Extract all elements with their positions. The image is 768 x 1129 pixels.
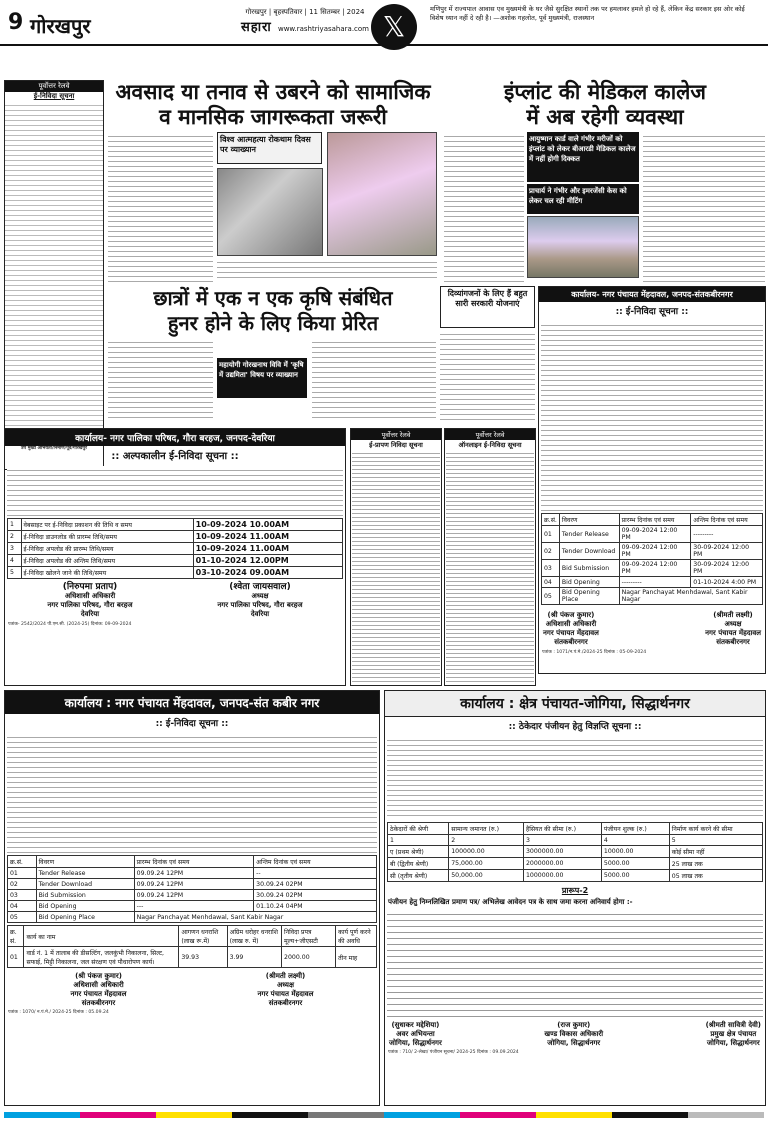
signer-role: खण्ड विकास अधिकारी [544, 1030, 604, 1038]
table-cell: 50,000.00 [449, 870, 524, 882]
gaura-title: कार्यालय- नगर पालिका परिषद, गौरा बरहज, जनपद-देवरिया [5, 429, 345, 446]
table-cell: --------- [691, 526, 763, 543]
signer-org: नगर पंचायत मेंहदावल [70, 990, 127, 998]
story2-body-2 [643, 132, 765, 282]
table-cell: 30.09.24 02PM [254, 890, 377, 901]
table-cell: 10-09-2024 10.00AM [193, 519, 342, 531]
table-cell: 01 [8, 947, 24, 968]
table-cell: Bid Submission [559, 560, 619, 577]
story1-sidebar: विश्व आत्महत्या रोकथाम दिवस पर व्याख्यान [217, 132, 322, 164]
signer-place: संतकबीरनगर [554, 638, 588, 646]
mehdawal-bottom-body [7, 733, 377, 853]
table-cell: Tender Release [559, 526, 619, 543]
table-cell: 09.09.24 12PM [134, 868, 254, 879]
signer-org: नगर पालिका परिषद, गौरा बरहज [217, 601, 303, 609]
signer-role: प्रमुख क्षेत्र पंचायत [710, 1030, 757, 1038]
signer-name: (श्रीमती लक्ष्मी) [265, 972, 306, 980]
story3-sidebar: महायोगी गोरखनाथ विवि में 'कृषि में उद्यमिता' विषय पर व्याख्यान [217, 358, 307, 398]
table-cell: प्रारम्भ दिनांक एवं समय [134, 856, 254, 868]
table-cell: 09-09-2024 12:00 PM [619, 526, 691, 543]
table-cell: 25 लाख तक [669, 858, 762, 870]
table-cell: विवरण [559, 514, 619, 526]
table-cell: Tender Download [36, 879, 134, 890]
gaura-table [7, 518, 343, 579]
signer-name: (श्वेता जायसवाल) [229, 582, 291, 592]
story1-photo-2 [327, 132, 437, 256]
railway-subtitle: ई-निविदा सूचना [33, 92, 75, 100]
signature-block [217, 583, 302, 619]
story4-body [440, 330, 535, 422]
mehdawal-bottom-title: कार्यालय : नगर पंचायत मेंहदावल, जनपद-संत कबीर नगर [5, 691, 379, 714]
table-cell: 5 [8, 567, 22, 579]
jogiya-subtitle: :: ठेकेदार पंजीयन हेतु विज्ञप्ति सूचना :: [508, 722, 642, 732]
jogiya-ad [384, 690, 766, 1106]
table-cell: 10-09-2024 11.00AM [193, 543, 342, 555]
story2-photo [527, 216, 639, 278]
jogiya-signatures [389, 1021, 761, 1048]
table-cell: 30-09-2024 12:00 PM [691, 560, 763, 577]
story3-body [108, 338, 213, 422]
table-cell: ए (प्रथम श्रेणी) [388, 846, 449, 858]
table-cell: 3 [523, 835, 601, 846]
table-cell: 1000000.00 [523, 870, 601, 882]
table-row [388, 858, 763, 870]
table-cell: 01-10-2024 4:00 PM [691, 577, 763, 588]
signer-org: जोगिया, सिद्धार्थनगर [547, 1039, 601, 1047]
signer-role: अधिशासी अधिकारी [64, 592, 116, 600]
date-line: गोरखपुर | बृहस्पतिवार | 11 सितम्बर | 2024 [245, 8, 365, 16]
story3-headline-line2: हुनर होने के लिए किया प्रेरित [167, 311, 379, 335]
signer-role: अधिशासी अधिकारी [545, 620, 597, 628]
table-cell: Bid Opening Place [559, 588, 619, 605]
table-row [388, 835, 763, 846]
mehdawal-top-body [541, 321, 763, 511]
gaura-subtitle: :: अल्पकालीन ई-निविदा सूचना :: [111, 451, 239, 462]
table-cell: 09-09-2024 12:00 PM [619, 543, 691, 560]
table-cell: 75,000.00 [449, 858, 524, 870]
mehdawal-top-title: कार्यालय- नगर पंचायत मेंहदावल, जनपद-संतकबीरनगर [539, 287, 765, 302]
rail3-title: पूर्वोत्तर रेलवे [445, 429, 535, 440]
story1-caption [217, 258, 437, 280]
table-cell: 3.99 [227, 947, 281, 968]
jogiya-prapatra: प्रारूप-2 [561, 886, 589, 895]
table-cell: 01-10-2024 12.00PM [193, 555, 342, 567]
table-cell: क्र.सं. [542, 514, 560, 526]
table-cell: 10-09-2024 11.00AM [193, 531, 342, 543]
table-cell: वेबसाइट पर ई-निविदा प्रकाशन की तिथि व समय [21, 519, 193, 531]
table-cell: 09.09.24 12PM [134, 879, 254, 890]
table-cell: 09.09.24 12PM [134, 890, 254, 901]
table-cell: निविदा प्रपत्र मूल्य+जीएसटी [282, 926, 336, 947]
table-header [542, 514, 763, 526]
signer-org: जोगिया, सिद्धार्थनगर [706, 1039, 760, 1047]
story2-point1: आयुष्मान कार्ड वाले गंभीर मरीजों को इंप्लांट को लेकर बीआरडी मेडिकल कालेज में नहीं होगी दिक्कत [527, 132, 639, 182]
table-cell: अग्रिम धरोहर धनराशि (लाख रु. में) [227, 926, 281, 947]
story1-body [108, 132, 213, 282]
signature-block [544, 1021, 603, 1048]
masthead [0, 0, 768, 46]
table-cell: 03-10-2024 09.00AM [193, 567, 342, 579]
table-row [542, 543, 763, 560]
story3-headline [108, 286, 438, 336]
story1-photo [217, 168, 323, 256]
table-cell: पंजीयन शुल्क (रु.) [601, 823, 669, 835]
table-cell: 03 [542, 560, 560, 577]
mehdawal-bottom-signatures [5, 972, 379, 1008]
mehdawal-top-ref: पत्रांक : 1071/न.पं.मे./2024-25 दिनांक : 05-09-2024 [542, 650, 647, 655]
signer-place: संतकबीरनगर [268, 999, 303, 1007]
signer-place: देवरिया [80, 610, 100, 618]
jogiya-ref: पत्रांक : 710/ 2-लेखा/ पंजीयन सूचना/ 2024-25 दिनांक : 09.09.2024 [388, 1050, 519, 1055]
gaura-ref: पत्रांक- 2542/2024 पी.एम.सी. (2024-25) दिनांक: 09-09-2024 [8, 622, 132, 627]
table-cell: आगणन धनराशि (लाख रू.में) [179, 926, 227, 947]
signer-name: (श्री पंकज कुमार) [547, 611, 595, 619]
table-cell: सामान्य जमानत (रु.) [449, 823, 524, 835]
table-cell: 1 [8, 519, 22, 531]
table-row [8, 890, 377, 901]
table-cell: Nagar Panchayat Menhdawal, Sant Kabir Nagar [134, 912, 376, 923]
mehdawal-top-signatures [543, 611, 761, 647]
table-header [8, 856, 377, 868]
rail3-body [446, 450, 534, 684]
table-row [8, 901, 377, 912]
mehdawal-top-table [541, 513, 763, 605]
website: www.rashtriyasahara.com [277, 25, 369, 33]
table-row [8, 947, 377, 968]
table-cell: हैसियत की सीमा (रु.) [523, 823, 601, 835]
table-cell: 4 [8, 555, 22, 567]
table-row [542, 560, 763, 577]
table-cell: 3 [8, 543, 22, 555]
table-cell: कोई सीमा नहीं [669, 846, 762, 858]
table-cell: 30-09-2024 12:00 PM [691, 543, 763, 560]
table-cell: क्र.सं. [8, 856, 37, 868]
table-cell: विवरण [36, 856, 134, 868]
mehdawal-bottom-table [7, 855, 377, 923]
table-cell: 04 [8, 901, 37, 912]
table-row [8, 567, 343, 579]
table-cell: -- [254, 868, 377, 879]
gaura-body [7, 466, 343, 516]
mehdawal-bottom-ref: पत्रांक : 1070/ न.पं.मे./ 2024-25 दिनांक : 05.09.24 [8, 1010, 109, 1015]
table-row [542, 577, 763, 588]
mehdawal-bottom-subtitle: :: ई-निविदा सूचना :: [155, 719, 229, 729]
mehdawal-bottom-ad [4, 690, 380, 1106]
mehdawal-work-table [7, 925, 377, 968]
table-cell: 2 [8, 531, 22, 543]
story1-headline-line1: अवसाद या तनाव से उबरने को सामाजिक [115, 80, 431, 104]
table-cell: 5 [669, 835, 762, 846]
jogiya-title: कार्यालय : क्षेत्र पंचायत-जोगिया, सिद्धार्थनगर [385, 691, 765, 717]
table-cell: 2 [449, 835, 524, 846]
table-cell: 01.10.24 04PM [254, 901, 377, 912]
signature-block [258, 972, 314, 1008]
story2-headline [444, 80, 766, 130]
signer-name: (श्रीमती लक्ष्मी) [713, 611, 753, 619]
table-cell: --------- [619, 577, 691, 588]
table-header [8, 926, 377, 947]
mehdawal-top-subtitle: :: ई-निविदा सूचना :: [615, 307, 689, 317]
table-cell: 05 लाख तक [669, 870, 762, 882]
railway-online-tender [444, 428, 536, 686]
table-cell: कार्य पूर्ण करने की अवधि [336, 926, 377, 947]
table-cell: ई-निविदा खोलने जाने की तिथि/समय [21, 567, 193, 579]
table-cell: --- [134, 901, 254, 912]
table-cell: प्रारम्भ दिनांक एवं समय [619, 514, 691, 526]
story1-headline [108, 80, 438, 130]
signer-org: जोगिया, सिद्धार्थनगर [389, 1039, 442, 1047]
signature-block [47, 583, 132, 619]
table-cell: कार्य का नाम [24, 926, 179, 947]
signer-place: देवरिया [250, 610, 270, 618]
rail3-subtitle: ऑनलाइन ई-निविदा सूचना [458, 441, 522, 449]
table-cell: Nagar Panchayat Menhdawal, Sant Kabir Nagar [619, 588, 762, 605]
table-cell: 5000.00 [601, 858, 669, 870]
signer-role: अध्यक्ष [276, 981, 295, 989]
table-cell: ई-निविदा डाउनलोड की प्रारम्भ तिथि/समय [21, 531, 193, 543]
table-cell: 30.09.24 02PM [254, 879, 377, 890]
table-cell: ठेकेदारों की श्रेणी [388, 823, 449, 835]
table-cell: 05 [8, 912, 37, 923]
table-cell: 1 [388, 835, 449, 846]
jogiya-body [387, 736, 763, 820]
table-cell: 03 [8, 890, 37, 901]
table-cell: 09-09-2024 12:00 PM [619, 560, 691, 577]
gaura-signatures [5, 583, 345, 619]
city-name: गोरखपुर [30, 14, 91, 38]
signer-name: (श्रीमती सावित्री देवी) [705, 1021, 761, 1029]
signature-block [705, 611, 761, 647]
table-row [8, 531, 343, 543]
signature-block [706, 1021, 761, 1048]
table-cell: Bid Opening [559, 577, 619, 588]
story4-headline: दिव्यांगजनों के लिए हैं बहुत सारी सरकारी योजनाएं [440, 286, 535, 328]
table-cell: 3000000.00 [523, 846, 601, 858]
color-registration-bar [4, 1112, 764, 1118]
rail2-subtitle: ई-प्रापण निविदा सूचना [369, 441, 423, 449]
signer-name: (सुधाकर मद्देशिया) [391, 1021, 440, 1029]
table-cell: 04 [542, 577, 560, 588]
rail2-body [352, 450, 440, 684]
signer-role: अधिशासी अधिकारी [73, 981, 124, 989]
table-cell: 02 [8, 879, 37, 890]
signature-block [543, 611, 599, 647]
table-row [542, 526, 763, 543]
table-cell: 2000.00 [282, 947, 336, 968]
signer-org: नगर पंचायत मेंहदावल [257, 990, 314, 998]
signer-name: (राज कुमार) [557, 1021, 591, 1029]
signer-role: अध्यक्ष [724, 620, 742, 628]
table-header [388, 823, 763, 835]
table-cell: 4 [601, 835, 669, 846]
table-row [8, 868, 377, 879]
signer-org: नगर पालिका परिषद, गौरा बरहज [47, 601, 133, 609]
jogiya-table [387, 822, 763, 882]
table-cell: Tender Release [36, 868, 134, 879]
table-cell: 02 [542, 543, 560, 560]
railway-procurement [350, 428, 442, 686]
table-cell: निर्माण कार्य करने की सीमा [669, 823, 762, 835]
table-row [8, 519, 343, 531]
story2-point2: प्राचार्य ने गंभीर और इमरजेंसी केस को लेकर चल रही मीटिंग [527, 184, 639, 214]
page-number: 9 [8, 10, 24, 35]
signer-name: (निरुपमा प्रताप) [62, 582, 118, 592]
table-cell: Bid Opening Place [36, 912, 134, 923]
table-cell: 10000.00 [601, 846, 669, 858]
signer-place: संतकबीरनगर [81, 999, 116, 1007]
x-logo-icon: 𝕏 [371, 4, 417, 50]
table-cell: तीन माह [336, 947, 377, 968]
table-cell: 2000000.00 [523, 858, 601, 870]
story2-headline-line2: में अब रहेगी व्यवस्था [526, 105, 684, 129]
table-row [8, 912, 377, 923]
table-row [388, 870, 763, 882]
gaura-ad [4, 428, 346, 686]
story2-body [444, 132, 524, 282]
table-cell: 100000.00 [449, 846, 524, 858]
table-cell: 05 [542, 588, 560, 605]
table-cell: Tender Download [559, 543, 619, 560]
table-row [8, 879, 377, 890]
table-cell: अन्तिम दिनांक एवं समय [254, 856, 377, 868]
table-row [388, 846, 763, 858]
signer-role: अवर अभियन्ता [396, 1030, 435, 1038]
jogiya-list [387, 909, 763, 1019]
signature-block [71, 972, 127, 1008]
table-cell: क्र. सं. [8, 926, 24, 947]
story3-headline-line1: छात्रों में एक न एक कृषि संबंधित [153, 286, 393, 310]
story3-body-2 [312, 338, 436, 422]
table-cell: ई-निविदा अपलोड की अन्तिम तिथि/समय [21, 555, 193, 567]
brand-name: सहारा [241, 20, 272, 35]
railway-title: पूर्वोत्तर रेलवे [5, 81, 103, 92]
table-cell: ई-निविदा अपलोड की प्रारम्भ तिथि/समय [21, 543, 193, 555]
table-cell: 5000.00 [601, 870, 669, 882]
table-row [8, 555, 343, 567]
signer-name: (श्री पंकज कुमार) [75, 972, 122, 980]
signer-org: नगर पंचायत मेंहदावल [543, 629, 599, 637]
table-cell: सी (तृतीय श्रेणी) [388, 870, 449, 882]
quote: मणिपुर में राज्यपाल आवास एव मुख्यमंत्री के घर जैसे सुरक्षित स्थानों तक पर हमलावर हमले हो रहे हैं, लेकिन केंद्र सरकार इस ओर कोई विशेष ध्यान नहीं दे रही है। —अशोक गहलोत, पूर्व मुख्यमंत्री, राजस्थान [430, 5, 745, 22]
table-cell: 39.93 [179, 947, 227, 968]
story1-headline-line2: व मानसिक जागरूकता जरूरी [159, 105, 387, 129]
story2-headline-line1: इंप्लांट की मेडिकल कालेज [504, 80, 706, 104]
table-cell: 01 [8, 868, 37, 879]
rail2-title: पूर्वोत्तर रेलवे [351, 429, 441, 440]
table-cell: 01 [542, 526, 560, 543]
railway-footer: उप मुख्य अभियंता/निर्माण/पूर्व/गोरखपुर [21, 446, 87, 451]
mehdawal-top-ad [538, 286, 766, 674]
table-row [542, 588, 763, 605]
table-cell: Bid Submission [36, 890, 134, 901]
table-cell: वार्ड नं. 1 में तालाब की डीसल्टिंग, जलकुंभी निकालना, सिल्ट, सफाई, मिट्टी निकालना, जल संरक्षण एवं पौधारोपण कार्य। [24, 947, 179, 968]
table-cell: Bid Opening [36, 901, 134, 912]
signer-place: संतकबीरनगर [716, 638, 750, 646]
signer-org: नगर पंचायत मेंहदावल [705, 629, 761, 637]
railway-notice [4, 80, 104, 470]
jogiya-list-title: पंजीयन हेतु निम्नलिखित प्रमाण पत्र/ अभिलेख आवेदन पत्र के साथ जमा करना अनिवार्य होगा :- [388, 898, 633, 906]
table-cell: बी (द्वितीय श्रेणी) [388, 858, 449, 870]
signature-block [389, 1021, 442, 1048]
table-cell: अन्तिम दिनांक एवं समय [691, 514, 763, 526]
railway-body [5, 101, 103, 446]
table-row [8, 543, 343, 555]
signer-role: अध्यक्ष [251, 592, 269, 600]
